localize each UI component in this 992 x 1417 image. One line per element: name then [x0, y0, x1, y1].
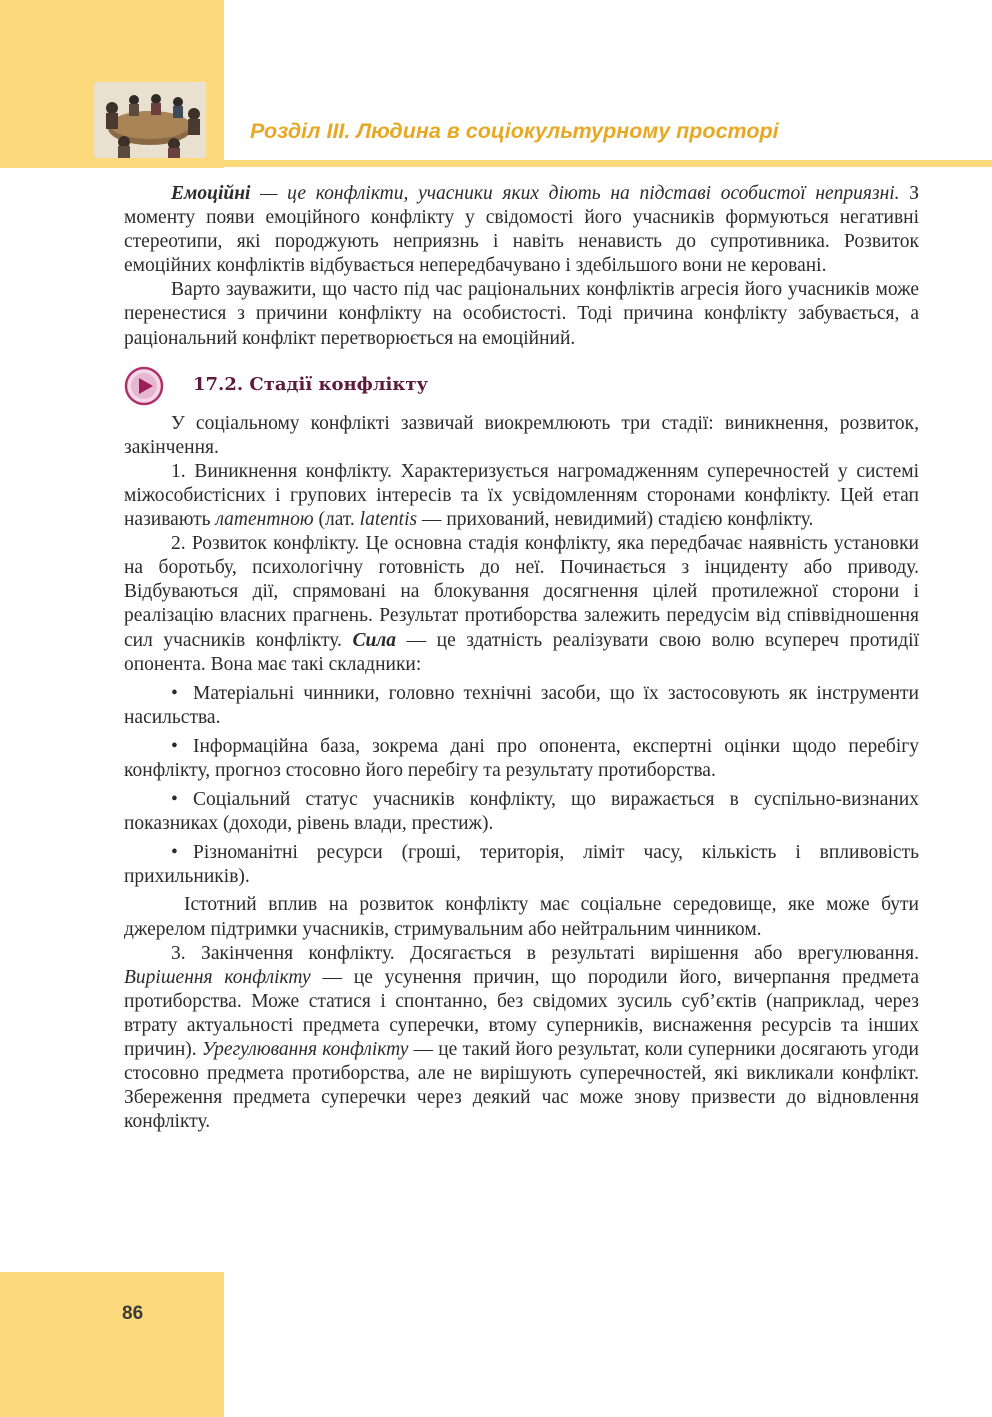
paragraph-text: У соціальному конфлікті зазвичай виокремлюють — [171, 412, 622, 434]
term-emotional: Емоційні — [171, 183, 251, 204]
paragraph-text: Це основна стадія конфлікту, яка передбачає наявність установки на боротьбу, психологічну готовність до неї. Починається з інциденту або приводу. Відбуваються дії, спрямовані на блокування досягнення цілей протилежної сторони і реалізацію власних прагнень. Результат протиборства залежить передусім від співвідношення сил учасників конфлікту. — [124, 533, 919, 651]
list-item-text: Інформаційна база, зокрема дані про опонента, експертні оцінки щодо перебігу конфлікту, прогноз стосовно його перебігу та результату протиборства. — [124, 735, 919, 781]
header-underline — [224, 160, 992, 167]
list-item — [124, 735, 919, 783]
stage-2-title: 2. Розвиток конфлікту. — [171, 533, 360, 555]
section-title: 17.2. Стадії конфлікту — [193, 373, 429, 395]
definition-emotional: — це конфлікти, учасники яких діють на підставі особистої неприязні. — [250, 183, 900, 204]
paragraph-three-stages — [124, 412, 919, 460]
bullet-icon: • — [171, 789, 178, 811]
paragraph-text: Характеризується нагромадженням суперечностей у системі міжособистісних і групових інтересів та їх усвідомленням сторонами конфлікту. Цей етап називають — [124, 460, 919, 531]
list-item-text: Матеріальні чинники, головно технічні засоби, що їх застосовують як інструменти насильства. — [124, 682, 919, 728]
stage-3-title: 3. Закінчення конфлікту. — [171, 942, 395, 964]
play-button-icon — [124, 366, 164, 406]
paragraph-text: — це такий його результат, коли суперники досягають угоди стосовно предмета протиборства, але не вирішують суперечностей, які викликали конфлікт. Збереження предмета суперечки через деякий час може знову призвести до відновлення конфлікту. — [124, 1039, 919, 1133]
section-heading — [124, 364, 919, 408]
paragraph-rational-to-emotional: Варто зауважити, що часто під час раціональних конфліктів агресія його учасників може перенестися з причини конфлікту на особистості. Тоді причина конфлікту забувається, а раціональний конфлікт перетворюється на емоційний. — [124, 279, 919, 349]
page-number: 86 — [122, 1303, 144, 1324]
paragraph-text: — це здатність реалізувати свою волю всупереч протидії опонента. Вона має такі складники: — [124, 629, 919, 675]
paragraph-text: (лат. — [313, 509, 360, 531]
paragraph-text: З моменту появи емоційного конфлікту у свідомості його учасників формуються негативні стереотипи, які породжують неприязнь і навіть ненависть до супротивника. Розвиток емоційних конфліктів відбувається непередбачувано і здебільшого вони не керовані. — [124, 183, 919, 277]
paragraph-social-environment: Істотний вплив на розвиток конфлікту має соціальне середовище, яке може бути джерелом підтримки учасників, стримувальним або нейтральним чинником. — [124, 894, 919, 940]
paragraph-stage-1 — [124, 460, 919, 532]
footer-accent-band — [0, 1272, 224, 1417]
list-item — [124, 788, 919, 836]
paragraph-text: виникнення, розвиток, закінчення. — [124, 412, 919, 458]
list-item-text: Соціальний статус учасників конфлікту, що виражається в суспільно-визнаних показниках (доходи, рівень влади, престиж). — [124, 789, 919, 835]
stage-1-title: 1. Виникнення конфлікту. — [171, 460, 392, 482]
term-latent: латентною — [215, 509, 314, 531]
list-item — [124, 682, 919, 730]
list-item-text: Різноманітні ресурси (гроші, територія, ліміт часу, кількість і впливовість прихильників). — [124, 842, 919, 888]
term-settlement: Урегулювання конфлікту — [201, 1039, 409, 1060]
paragraph-stage-3 — [124, 942, 919, 1135]
term-resolution: Вирішення конфлікту — [124, 966, 311, 988]
term-latentis: latentis — [359, 509, 418, 531]
page-content — [124, 182, 919, 1134]
paragraph-text: — прихований, невидимий) стадією конфлікту. — [417, 509, 814, 531]
paragraph-emotional-conflicts — [124, 182, 919, 278]
paragraph-text: Досягається в результаті вирішення або врегулювання. — [394, 942, 919, 964]
round-table-meeting-image — [94, 82, 206, 158]
bullet-icon: • — [171, 682, 178, 704]
bullet-icon: • — [171, 735, 178, 757]
list-item — [124, 841, 919, 889]
bullet-icon: • — [171, 842, 178, 864]
three-stages-label: три стадії: — [621, 412, 714, 434]
term-sila: Сила — [352, 629, 397, 651]
chapter-title: Розділ ІІІ. Людина в соціокультурному просторі — [250, 119, 779, 143]
paragraph-stage-2 — [124, 532, 919, 677]
paragraph-text: — це усунення причин, що породили його, вичерпання предмета протиборства. Може статися і спонтанно, без свідомих зусиль суб’єктів (наприклад, через втрату актуальності предмета суперечки, втому суперників, виснаження ресурсів та інших причин). — [124, 966, 919, 1060]
